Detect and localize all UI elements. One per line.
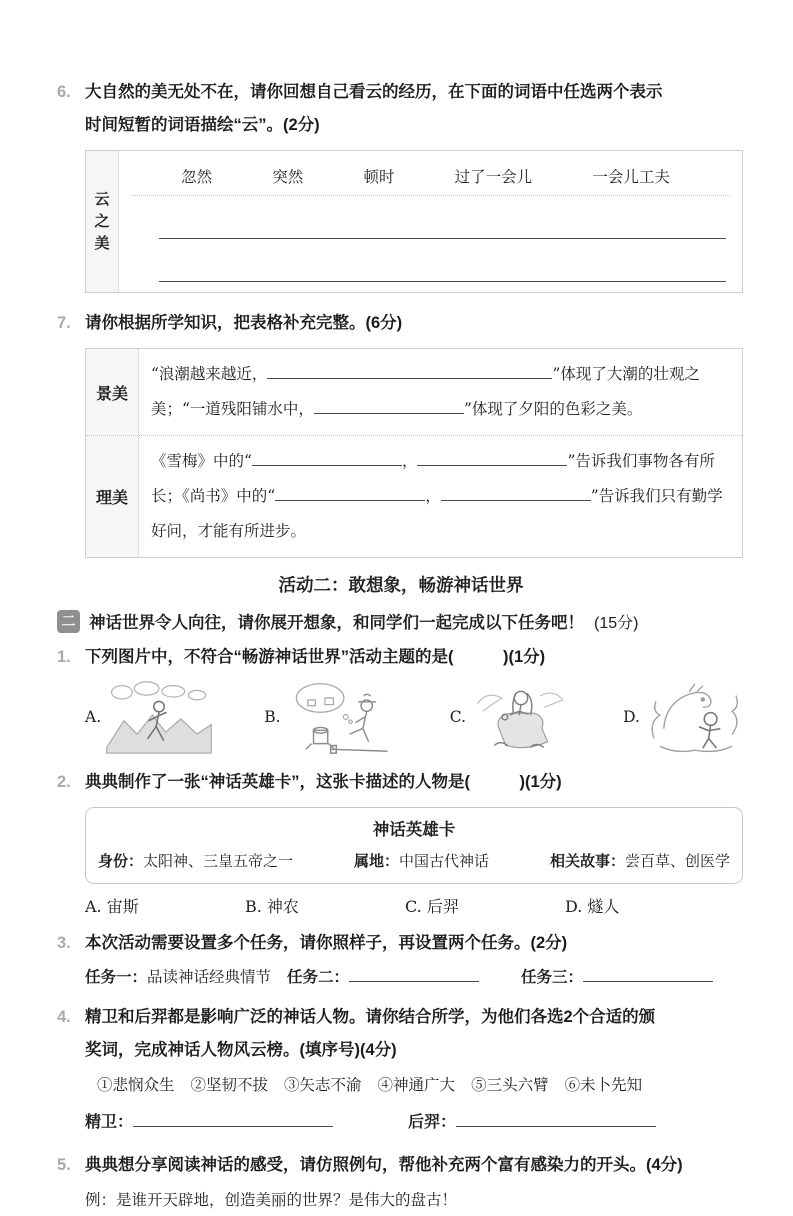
section-2-number-icon: 二 <box>57 610 80 633</box>
question-6 <box>57 76 745 293</box>
answer-blank <box>267 365 552 379</box>
word-item: 顿时 <box>363 168 395 186</box>
question-3-text: 本次活动需要设置多个任务，请你照样子，再设置两个任务。(2分) <box>85 934 568 952</box>
question-6-number: 6. <box>57 83 71 101</box>
scenery-reason-table <box>85 348 743 558</box>
jingwei-houyi-line <box>85 1107 745 1139</box>
award-word: ②坚韧不拔 <box>190 1076 269 1094</box>
figure-letter: D. <box>623 708 640 726</box>
answer-blank <box>349 968 479 982</box>
section-2-lead <box>57 609 745 633</box>
question-4-text-line1: 精卫和后羿都是影响广泛的神话人物。请你结合所学，为他们各选2个合适的颁 <box>85 1008 656 1026</box>
myth-hero-card <box>85 807 743 884</box>
section-2-score: (15分) <box>594 614 639 632</box>
question-2-options <box>85 894 725 917</box>
question-7 <box>57 307 745 558</box>
row-label: 理美 <box>86 436 139 557</box>
question-3 <box>57 927 745 993</box>
award-word: ①悲悯众生 <box>97 1076 175 1094</box>
question-1-text: 下列图片中，不符合“畅游神话世界”活动主题的是( )(1分) <box>85 648 546 666</box>
word-item: 过了一会儿 <box>454 168 533 186</box>
option-b: B. 神农 <box>245 897 299 916</box>
question-5-example: 例：是谁开天辟地，创造美丽的世界？是伟大的盘古！ <box>85 1191 458 1209</box>
figure-letter: C. <box>449 708 466 726</box>
option-d: D. 燧人 <box>565 897 620 916</box>
question-2-text: 典典制作了一张“神话英雄卡”，这张卡描述的人物是( )(1分) <box>85 773 562 791</box>
word-item: 一会儿工夫 <box>592 168 670 186</box>
question-5-text: 典典想分享阅读神话的感受，请仿照例句，帮他补充两个富有感染力的开头。(4分) <box>85 1156 683 1174</box>
hero-card-title: 神话英雄卡 <box>372 821 456 839</box>
award-word: ③矢志不渝 <box>284 1076 362 1094</box>
hero-card-field-identity: 身份：太阳神、三皇五帝之一 <box>98 852 294 870</box>
goddess-molding-clay-figures-illustration <box>471 679 571 755</box>
award-words-row <box>97 1069 745 1101</box>
table-row-reason: 理美 《雪梅》中的“ ， ”告诉我们事物各有所长；《尚书》中的“ ， ”告诉我们只有勤学好问，才能有所进步。 <box>86 435 742 557</box>
word-choices-row <box>131 157 730 196</box>
word-item: 忽然 <box>181 168 213 186</box>
answer-line <box>159 196 726 239</box>
answer-blank <box>275 487 425 501</box>
answer-blank <box>456 1113 656 1127</box>
cloud-table-row-label: 云之美 <box>86 151 119 292</box>
answer-blank <box>133 1113 333 1127</box>
question-1-number: 1. <box>57 648 71 666</box>
question-7-number: 7. <box>57 314 71 332</box>
answer-blank <box>252 452 402 466</box>
question-3-number: 3. <box>57 934 71 952</box>
hero-card-fields <box>98 850 730 871</box>
figure-striding-over-mountains-illustration <box>106 679 212 755</box>
option-c: C. 后羿 <box>405 897 459 916</box>
answer-blank <box>314 400 464 414</box>
question-5 <box>57 1149 745 1216</box>
question-6-text-line1: 大自然的美无处不在，请你回想自己看云的经历，在下面的词语中任选两个表示 <box>85 83 663 101</box>
option-a: A. 宙斯 <box>85 897 139 916</box>
award-word: ⑥未卜先知 <box>564 1076 643 1094</box>
answer-blank <box>441 487 591 501</box>
question-2-number: 2. <box>57 773 71 791</box>
question-2 <box>57 766 745 917</box>
farmer-waiting-by-stump-illustration <box>286 679 398 755</box>
figure-option-d <box>623 678 745 756</box>
question-4-number: 4. <box>57 1008 71 1026</box>
section-2-text: 神话世界令人向往，请你展开想象，和同学们一起完成以下任务吧！ <box>89 614 584 632</box>
question-1 <box>57 641 745 756</box>
question-4 <box>57 1001 745 1139</box>
figure-option-b <box>264 679 397 755</box>
question-6-text-line2: 时间短暂的词语描绘“云”。(2分) <box>85 116 320 134</box>
answer-line <box>159 239 726 282</box>
task-line <box>85 962 745 993</box>
answer-blank <box>417 452 567 466</box>
award-word: ④神通广大 <box>377 1076 456 1094</box>
award-word: ⑤三头六臂 <box>471 1076 549 1094</box>
table-row-scenery: 景美 “浪潮越来越近， ”体现了大潮的壮观之美；“一道残阳铺水中， ”体现了夕阳的色彩之美。 <box>86 349 742 435</box>
activity-2-heading: 活动二：敢想象，畅游神话世界 <box>278 575 524 595</box>
question-7-text: 请你根据所学知识，把表格补充完整。(6分) <box>85 314 403 332</box>
figure-option-a <box>85 679 212 755</box>
word-item: 突然 <box>272 168 304 186</box>
answer-blank <box>583 968 713 982</box>
child-with-dragon-in-waves-illustration <box>645 678 745 756</box>
cloud-beauty-table <box>85 150 743 293</box>
task1-value: 品读神话经典情节 <box>147 968 272 986</box>
task3-label: 任务三： <box>521 969 584 986</box>
question-5-number: 5. <box>57 1156 71 1174</box>
houyi-label: 后羿： <box>408 1114 457 1131</box>
question-1-figures <box>85 678 745 756</box>
jingwei-label: 精卫： <box>85 1114 134 1131</box>
task1-label: 任务一： <box>85 969 148 986</box>
figure-option-c <box>450 679 571 755</box>
hero-card-field-origin: 属地：中国古代神话 <box>353 852 490 870</box>
figure-letter: B. <box>264 708 281 726</box>
figure-letter: A. <box>85 708 102 726</box>
hero-card-field-stories: 相关故事：尝百草、创医学 <box>549 852 730 870</box>
row-label: 景美 <box>86 349 139 435</box>
task2-label: 任务二： <box>287 969 350 986</box>
question-4-text-line2: 奖词，完成神话人物风云榜。(填序号)(4分) <box>85 1041 397 1059</box>
